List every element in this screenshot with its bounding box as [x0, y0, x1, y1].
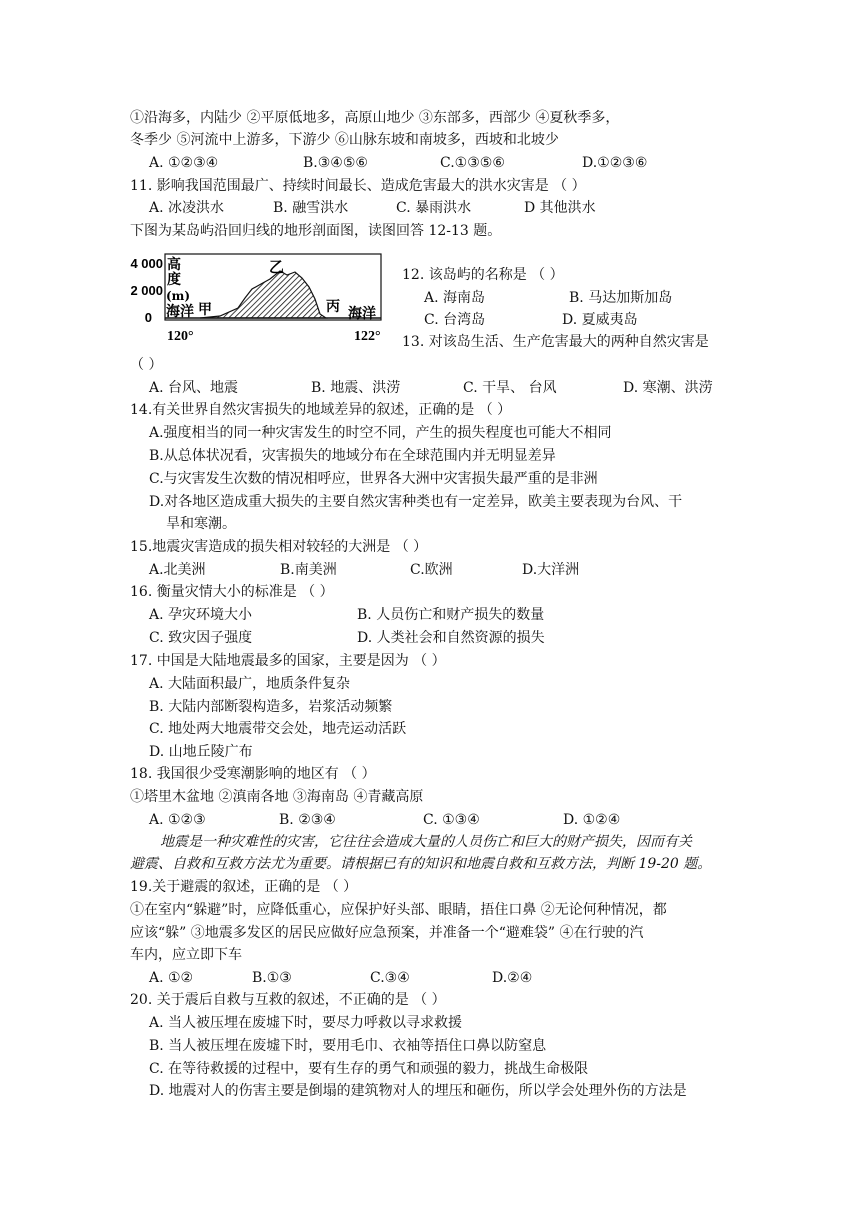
q16-option-b: B. 人员伤亡和财产损失的数量 — [357, 607, 545, 623]
y-axis-label-du: 度 — [167, 272, 181, 288]
q14-option-d-line1: D.对各地区造成重大损失的主要自然灾害种类也有一定差异，欧美主要表现为台风、干 — [149, 494, 683, 510]
q14-option-d-line2: 旱和寒潮。 — [166, 516, 236, 532]
q17-option-b: B. 大陆内部断裂构造多，岩浆活动频繁 — [149, 699, 393, 715]
point-yi-label: 乙 — [269, 258, 285, 276]
q19-statements-line1: ①在室内“躲避”时，应降低重心，应保护好头部、眼睛，捂住口鼻 ②无论何种情况，都 — [130, 902, 667, 918]
intro-12-13: 下图为某岛屿沿回归线的地形剖面图，读图回答 12-13 题。 — [130, 223, 502, 239]
q20-option-d: D. 地震对人的伤害主要是倒塌的建筑物对人的埋压和砸伤，所以学会处理外伤的方法是 — [149, 1083, 687, 1099]
q16-stem: 16. 衡量灾情大小的标准是 （ ） — [130, 584, 334, 600]
point-bing-label: 丙 — [326, 299, 340, 315]
q17-option-d: D. 山地丘陵广布 — [149, 744, 253, 760]
q11-option-b: B. 融雪洪水 — [273, 200, 349, 216]
terrain-profile-figure — [130, 252, 392, 344]
q15-stem: 15.地震灾害造成的损失相对较轻的大洲是 （ ） — [130, 539, 428, 555]
q18-option-c: C. ①③④ — [423, 812, 480, 828]
q18-stem: 18. 我国很少受寒潮影响的地区有 （ ） — [130, 766, 376, 782]
q12-option-b: B. 马达加斯加岛 — [569, 290, 673, 306]
q14-option-b: B.从总体状况看，灾害损失的地域分布在全球范围内并无明显差异 — [149, 448, 556, 464]
x-tick-122: 122° — [354, 329, 381, 344]
q20-option-c: C. 在等待救援的过程中，要有生存的勇气和顽强的毅力，挑战生命极限 — [149, 1061, 589, 1077]
q17-option-a: A. 大陆面积最广，地质条件复杂 — [149, 676, 351, 692]
q19-option-c: C.③④ — [370, 970, 410, 986]
q13-option-c: C. 干旱、 台风 — [463, 380, 557, 396]
q10-statements-line1: ①沿海多，内陆少 ②平原低地多，高原山地少 ③东部多，西部少 ④夏秋季多， — [130, 110, 620, 126]
q16-option-d: D. 人类社会和自然资源的损失 — [357, 630, 545, 646]
x-tick-120: 120° — [167, 329, 194, 344]
q12-option-d: D. 夏威夷岛 — [562, 312, 638, 328]
q11-stem: 11. 影响我国范围最广、持续时间最长、造成危害最大的洪水灾害是 （ ） — [130, 178, 586, 194]
q12-option-a: A. 海南岛 — [424, 290, 486, 306]
q16-option-a: A. 孕灾环境大小 — [149, 607, 253, 623]
q13-option-b: B. 地震、洪涝 — [311, 380, 401, 396]
q13-option-d: D. 寒潮、洪涝 — [623, 380, 713, 396]
q10-option-d: D.①②③⑥ — [582, 155, 648, 171]
y-tick-4000: 4 000 — [130, 256, 163, 271]
q20-stem: 20. 关于震后自救与互救的叙述，不正确的是 （ ） — [130, 992, 446, 1008]
q13-option-a: A. 台风、地震 — [149, 380, 239, 396]
q14-option-c: C.与灾害发生次数的情况相呼应，世界各大洲中灾害损失最严重的是非洲 — [149, 471, 598, 487]
q14-option-a: A.强度相当的同一种灾害发生的时空不同，产生的损失程度也可能大不相同 — [149, 425, 612, 441]
q18-option-a: A. ①②③ — [149, 812, 206, 828]
q19-statements-line2: 应该“躲” ③地震多发区的居民应做好应急预案，并准备一个“避难袋” ④在行驶的汽 — [130, 925, 644, 941]
q19-statements-line3: 车内，应立即下车 — [130, 947, 242, 963]
q17-option-c: C. 地处两大地震带交会处，地壳运动活跃 — [149, 721, 407, 737]
q19-option-d: D.②④ — [492, 970, 533, 986]
ocean-right-label: 海洋 — [348, 306, 376, 322]
q13-stem: 13. 对该岛生活、生产危害最大的两种自然灾害是 — [402, 334, 709, 350]
q13-answer-paren: （ ） — [130, 357, 163, 373]
y-axis-label-gao: 高 — [167, 257, 181, 273]
q19-option-b: B.①③ — [252, 970, 292, 986]
q10-option-c: C.①③⑤⑥ — [440, 155, 505, 171]
q11-option-d: D 其他洪水 — [524, 200, 596, 216]
intro-19-20-line1: 地震是一种灾难性的灾害，它往往会造成大量的人员伤亡和巨大的财产损失，因而有关 — [160, 834, 692, 850]
q20-option-b: B. 当人被压埋在废墟下时，要用毛巾、衣袖等捂住口鼻以防窒息 — [149, 1038, 547, 1054]
q12-stem: 12. 该岛屿的名称是 （ ） — [402, 267, 564, 283]
q15-option-d: D.大洋洲 — [522, 562, 580, 578]
q18-option-b: B. ②③④ — [279, 812, 336, 828]
q17-stem: 17. 中国是大陆地震最多的国家，主要是因为 （ ） — [130, 653, 446, 669]
q15-option-b: B.南美洲 — [280, 562, 337, 578]
y-axis-label-unit: (m) — [166, 289, 191, 303]
point-jia-label: 甲 — [198, 302, 212, 318]
intro-19-20-line2: 避震、自救和互救方法尤为重要。请根据已有的知识和地震自救和互救方法，判断 19-20 题。 — [130, 856, 712, 872]
q12-option-c: C. 台湾岛 — [424, 312, 486, 328]
q19-option-a: A. ①② — [149, 970, 194, 986]
q10-statements-line2: 冬季少 ⑤河流中上游多，下游少 ⑥山脉东坡和南坡多，西坡和北坡少 — [130, 132, 559, 148]
q16-option-c: C. 致灾因子强度 — [149, 630, 253, 646]
q10-option-b: B.③④⑤⑥ — [303, 155, 368, 171]
q11-option-a: A. 冰凌洪水 — [149, 200, 225, 216]
q18-statements: ①塔里木盆地 ②滇南各地 ③海南岛 ④青藏高原 — [130, 789, 424, 805]
y-tick-2000: 2 000 — [130, 283, 163, 298]
q14-stem: 14.有关世界自然灾害损失的地域差异的叙述，正确的是 （ ） — [130, 402, 512, 418]
q20-option-a: A. 当人被压埋在废墟下时，要尽力呼救以寻求救援 — [149, 1015, 463, 1031]
q15-option-a: A.北美洲 — [149, 562, 206, 578]
q10-option-a: A. ①②③④ — [149, 155, 219, 171]
y-tick-0: 0 — [144, 310, 152, 325]
q19-stem: 19.关于避震的叙述，正确的是 （ ） — [130, 879, 358, 895]
q11-option-c: C. 暴雨洪水 — [396, 200, 472, 216]
q15-option-c: C.欧洲 — [410, 562, 453, 578]
q18-option-d: D. ①②④ — [563, 812, 621, 828]
ocean-left-label: 海洋 — [166, 304, 194, 320]
